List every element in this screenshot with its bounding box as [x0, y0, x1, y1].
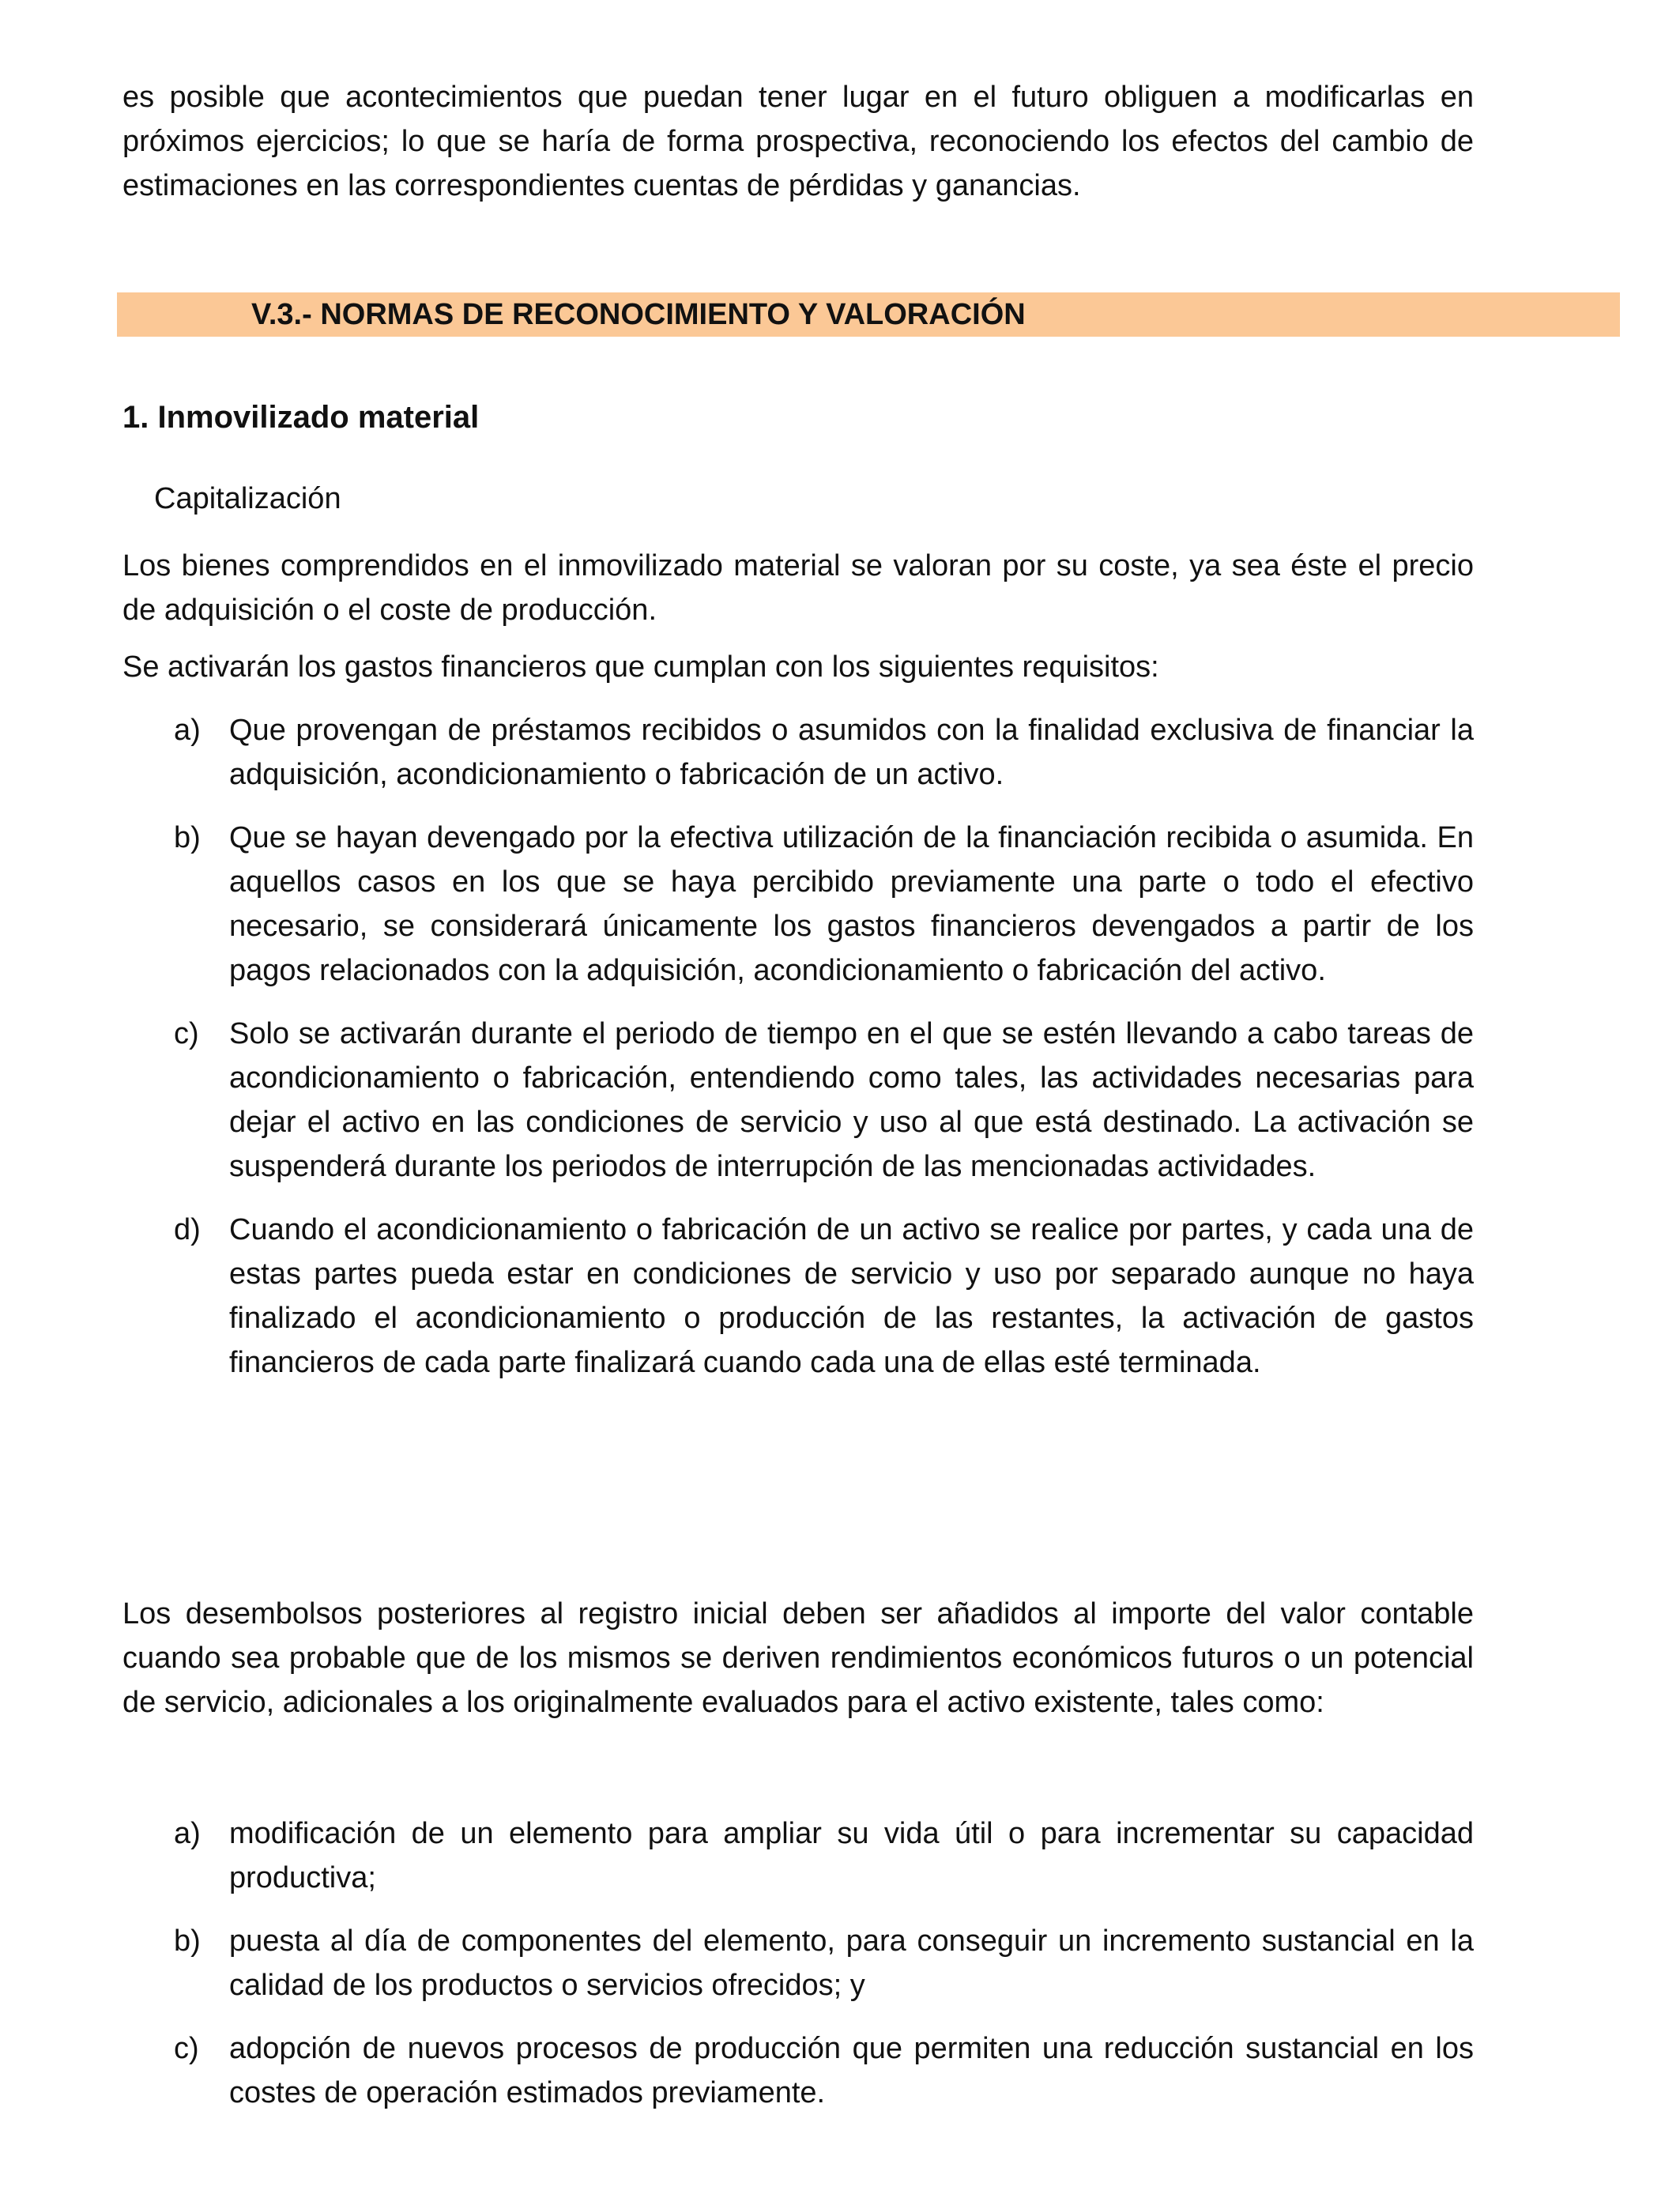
list-item-text: modificación de un elemento para ampliar su vida útil o para incrementar su capacidad productiva; [229, 1817, 1474, 1894]
list-item-text: puesta al día de componentes del elemento, para conseguir un incremento sustancial en la calidad de los productos o servicios ofrecidos; y [229, 1924, 1474, 2002]
examples-list [122, 1811, 1474, 2115]
list-item [122, 1811, 1474, 1900]
list-item-text: Solo se activarán durante el periodo de tiempo en el que se estén llevando a cabo tareas de acondicionamiento o fabricación, entendiendo como tales, las actividades necesarias para dejar el activo en las condiciones de servicio y uso al que está destinado. La activación se suspenderá durante los periodos de interrupción de las mencionadas actividades. [229, 1017, 1474, 1183]
list-marker: c) [174, 2032, 199, 2065]
paragraph-cost-text: Los bienes comprendidos en el inmovilizado material se valoran por su coste, ya sea éste el precio de adquisición o el coste de producción. [122, 549, 1474, 627]
list-item-text: Cuando el acondicionamiento o fabricación de un activo se realice por partes, y cada una de estas partes pueda estar en condiciones de servicio y uso por separado aunque no haya finalizado el acondicionamiento o producción de las restantes, la activación de gastos financieros de cada parte finalizará cuando cada una de ellas esté terminada. [229, 1213, 1474, 1379]
paragraph-cost [122, 544, 1474, 632]
list-item [122, 1012, 1474, 1189]
list-item-text: Que provengan de préstamos recibidos o asumidos con la finalidad exclusiva de financiar la adquisición, acondicionamiento o fabricación de un activo. [229, 714, 1474, 791]
list-marker: d) [174, 1213, 201, 1246]
requirements-list [122, 708, 1474, 1385]
list-marker: b) [174, 821, 201, 854]
list-item-text: Que se hayan devengado por la efectiva utilización de la financiación recibida o asumida. En aquellos casos en los que se haya percibido previamente una parte o todo el efectivo necesario, se considerará únicamente los gastos financieros devengados a partir de los pagos relacionados con la adquisición, acondicionamiento o fabricación del activo. [229, 821, 1474, 987]
list-item [122, 1919, 1474, 2007]
heading-inmovilizado-material: 1. Inmovilizado material [122, 400, 480, 435]
document-page [122, 75, 1474, 208]
list-item [122, 708, 1474, 797]
paragraph-disbursements-text: Los desembolsos posteriores al registro inicial deben ser añadidos al importe del valor contable cuando sea probable que de los mismos se deriven rendimientos económicos futuros o un potencial de servicio, adicionales a los originalmente evaluados para el activo existente, tales como: [122, 1597, 1474, 1719]
list-item [122, 1208, 1474, 1385]
section-title: V.3.- NORMAS DE RECONOCIMIENTO Y VALORACIÓN [251, 298, 1026, 331]
list-marker: c) [174, 1017, 199, 1050]
list-marker: a) [174, 1817, 201, 1850]
intro-paragraph: es posible que acontecimientos que puedan tener lugar en el futuro obliguen a modificarlas en próximos ejercicios; lo que se haría de forma prospectiva, reconociendo los efectos del cambio de estimaciones en las correspondientes cuentas de pérdidas y ganancias. [122, 81, 1474, 202]
paragraph-requirements [122, 645, 1474, 689]
list-marker: b) [174, 1924, 201, 1958]
list-item-text: adopción de nuevos procesos de producción que permiten una reducción sustancial en los costes de operación estimados previamente. [229, 2032, 1474, 2109]
paragraph-requirements-text: Se activarán los gastos financieros que cumplan con los siguientes requisitos: [122, 650, 1159, 684]
list-item [122, 2026, 1474, 2115]
paragraph-disbursements [122, 1592, 1474, 1725]
list-marker: a) [174, 714, 201, 747]
list-item [122, 816, 1474, 993]
subheading-capitalizacion: Capitalización [154, 482, 341, 515]
